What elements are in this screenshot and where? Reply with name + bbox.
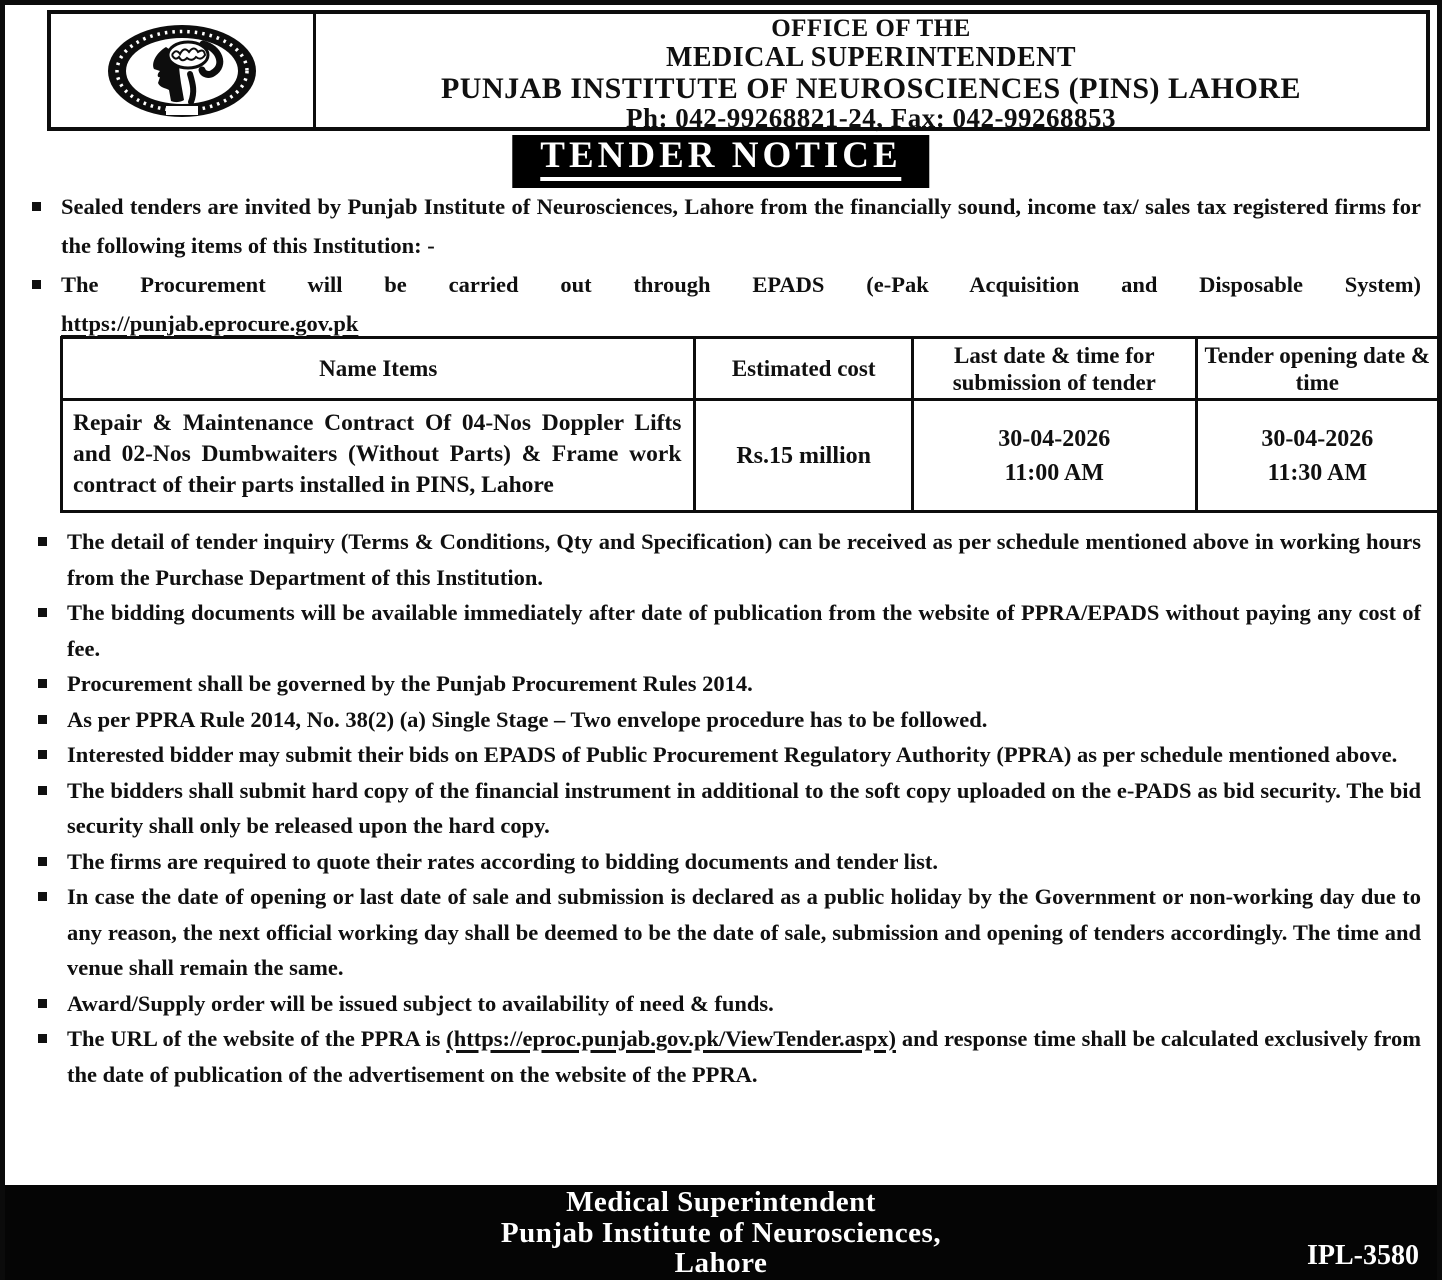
cell-submission-datetime bbox=[912, 400, 1196, 512]
footer-signature-city: Lahore bbox=[674, 1247, 768, 1279]
bullet-sealed-tenders bbox=[29, 187, 1421, 265]
logo-cell bbox=[51, 14, 316, 127]
term-item: The bidders shall submit hard copy of the financial instrument in additional to the soft copy uploaded on the e-PADS as bid security. The bid security shall only be released upon the hard copy. bbox=[35, 773, 1421, 844]
sealed-tenders-text: Sealed tenders are invited by Punjab Institute of Neurosciences, Lahore from the financially sound, income tax/ sales tax registered firms for the following items of this Institution: - bbox=[61, 194, 1421, 258]
eprocure-link[interactable]: https://punjab.eprocure.gov.pk bbox=[61, 311, 359, 336]
cell-item-name: Repair & Maintenance Contract Of 04-Nos Doppler Lifts and 02-Nos Dumbwaiters (Without Parts) & Frame work contract of their parts installed in PINS, Lahore bbox=[62, 400, 695, 512]
header-superintendent-line: MEDICAL SUPERINTENDENT bbox=[665, 42, 1077, 73]
term-item: Interested bidder may submit their bids on EPADS of Public Procurement Regulatory Authority (PPRA) as per schedule mentioned above. bbox=[35, 737, 1421, 773]
tender-notice-banner bbox=[512, 135, 929, 188]
ppra-url-text-after: and response time shall be calculated exclusively from the date of publication of the advertisement on the website of the PPRA. bbox=[67, 1026, 1421, 1087]
opening-time: 11:30 AM bbox=[1267, 459, 1367, 486]
header-office-line: OFFICE OF THE bbox=[771, 15, 971, 42]
footer-signature-title: Medical Superintendent bbox=[566, 1186, 876, 1218]
col-header-estimated-cost: Estimated cost bbox=[695, 338, 913, 400]
term-item: The firms are required to quote their rates according to bidding documents and tender list. bbox=[35, 844, 1421, 880]
procurement-text: The Procurement will be carried out through EPADS (e-Pak Acquisition and Disposable System) bbox=[61, 272, 1421, 297]
submission-date: 30-04-2026 bbox=[998, 425, 1111, 452]
table-row bbox=[62, 400, 1439, 512]
submission-time: 11:00 AM bbox=[1004, 459, 1104, 486]
term-item: Award/Supply order will be issued subject to availability of need & funds. bbox=[35, 986, 1421, 1022]
term-item: Procurement shall be governed by the Punjab Procurement Rules 2014. bbox=[35, 666, 1421, 702]
opening-date: 30-04-2026 bbox=[1261, 425, 1374, 452]
term-item: In case the date of opening or last date of sale and submission is declared as a public holiday by the Government or non-working day due to any reason, the next official working day shall be deemed to be the date of sale, submission and opening of tenders accordingly. The time and venue shall remain the same. bbox=[35, 879, 1421, 986]
tender-table bbox=[60, 336, 1440, 513]
ipl-reference-number: IPL-3580 bbox=[1307, 1240, 1419, 1271]
footer-signature-institute: Punjab Institute of Neurosciences, bbox=[500, 1216, 942, 1249]
footer-signature-bar bbox=[5, 1185, 1437, 1280]
header-phone-fax-line: Ph: 042-99268821-24, Fax: 042-99268853 bbox=[626, 103, 1116, 133]
col-header-opening: Tender opening date & time bbox=[1196, 338, 1438, 400]
term-item: The bidding documents will be available immediately after date of publication from the website of PPRA/EPADS without paying any cost of fee. bbox=[35, 595, 1421, 666]
col-header-submission: Last date & time for submission of tender bbox=[912, 338, 1196, 400]
ppra-url-text-before: The URL of the website of the PPRA is bbox=[67, 1026, 447, 1051]
header-titles bbox=[316, 14, 1426, 133]
ppra-view-tender-link[interactable]: (https://eproc.punjab.gov.pk/ViewTender.aspx) bbox=[446, 1026, 896, 1051]
intro-bullet-list bbox=[29, 187, 1421, 343]
term-item: The detail of tender inquiry (Terms & Conditions, Qty and Specification) can be received as per schedule mentioned above in working hours from the Purchase Department of this Institution. bbox=[35, 524, 1421, 595]
col-header-name-items: Name Items bbox=[62, 338, 695, 400]
bullet-procurement-epads bbox=[29, 265, 1421, 343]
table-header-row bbox=[62, 338, 1439, 400]
pins-brain-logo-icon bbox=[102, 21, 262, 121]
term-item: As per PPRA Rule 2014, No. 38(2) (a) Single Stage – Two envelope procedure has to be followed. bbox=[35, 702, 1421, 738]
cell-opening-datetime bbox=[1196, 400, 1438, 512]
term-item-ppra-url bbox=[35, 1021, 1421, 1092]
terms-bullet-list bbox=[35, 524, 1421, 1092]
header-institute-line: PUNJAB INSTITUTE OF NEUROSCIENCES (PINS) LAHORE bbox=[440, 72, 1302, 105]
banner-title: TENDER NOTICE bbox=[540, 136, 901, 181]
header-box bbox=[47, 10, 1430, 131]
cell-estimated-cost: Rs.15 million bbox=[695, 400, 913, 512]
